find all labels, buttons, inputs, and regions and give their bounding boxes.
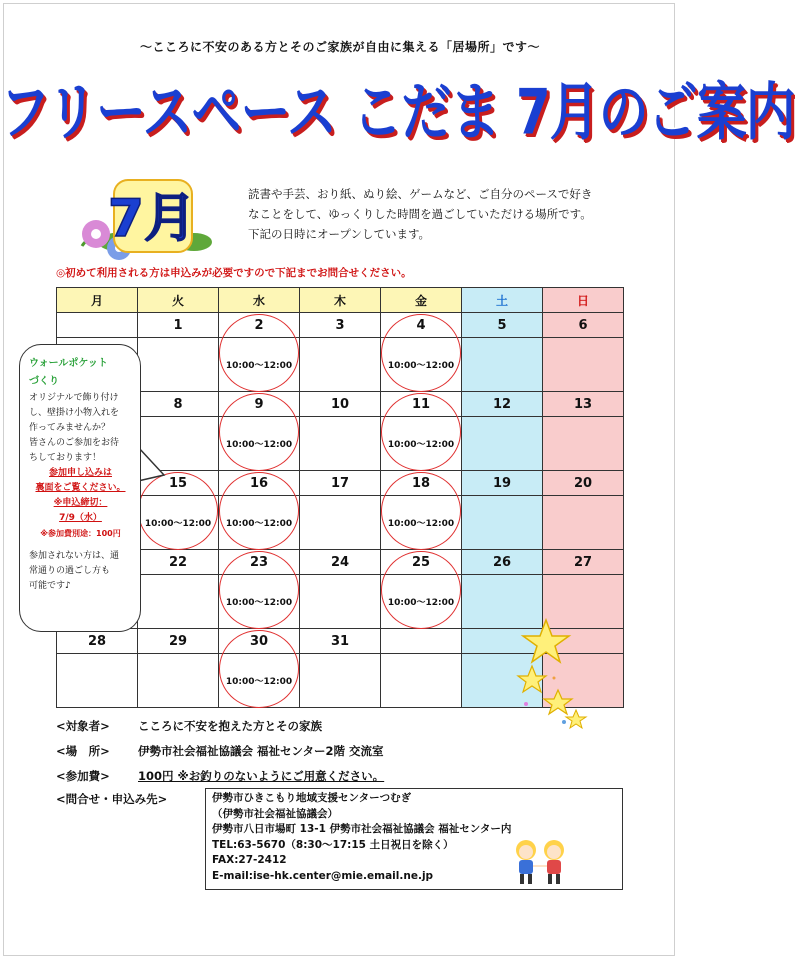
calendar-date: 2 xyxy=(219,313,300,338)
open-time: 10:00～12:00 xyxy=(225,440,293,450)
calendar-date: 20 xyxy=(543,471,624,496)
calendar-weekday-row xyxy=(57,288,624,313)
open-slot xyxy=(381,338,462,392)
open-day-circle xyxy=(219,630,299,708)
calendar-date: 25 xyxy=(381,550,462,575)
calendar-slot xyxy=(462,417,543,471)
bubble-fee: ※参加費別途：100円 xyxy=(40,529,121,538)
calendar-date: 19 xyxy=(462,471,543,496)
open-time: 10:00～12:00 xyxy=(387,440,455,450)
weekday-header: 火 xyxy=(138,288,219,313)
calendar-date: 22 xyxy=(138,550,219,575)
open-slot xyxy=(381,496,462,550)
calendar-slot-row xyxy=(57,496,624,550)
open-day-circle xyxy=(219,551,299,629)
calendar-date-row xyxy=(57,313,624,338)
weekday-header: 土 xyxy=(462,288,543,313)
open-slot xyxy=(219,575,300,629)
contact-box: 伊勢市ひきこもり地域支援センターつむぎ （伊勢市社会福祉協議会） 伊勢市八日市場町 13-1 伊勢市社会福祉協議会 福祉センター内 TEL:63-5670（8:30～17:15 土日祝日を除く） FAX:27-2412 E-mail:ise-hk.center@mie.email.ne.jp xyxy=(205,788,623,890)
open-slot xyxy=(138,496,219,550)
open-slot xyxy=(219,654,300,708)
wall-pocket-workshop-bubble: ウォールポケット づくり オリジナルで飾り付け し、壁掛け小物入れを 作ってみませんか？ 皆さんのご参加をお待 ちしております！ 参加申し込みは 裏面をご覧ください。 ※申込締切： 7/9（水） ※参加費別途：100円 参加されない方は、通 常通りの過ごし方も 可能です♪ xyxy=(19,344,141,632)
calendar-date-row xyxy=(57,392,624,417)
open-day-circle xyxy=(219,393,299,471)
calendar-slot xyxy=(300,654,381,708)
open-day-circle xyxy=(219,472,299,550)
calendar-date-row xyxy=(57,550,624,575)
calendar-slot xyxy=(381,654,462,708)
page-title: フリースペース こだま 7月のご案内 xyxy=(0,75,795,149)
calendar-slot xyxy=(462,338,543,392)
calendar-date: 31 xyxy=(300,629,381,654)
weekday-header: 水 xyxy=(219,288,300,313)
calendar-slot xyxy=(138,575,219,629)
open-slot xyxy=(219,496,300,550)
calendar-date: 16 xyxy=(219,471,300,496)
bubble-title-2: づくり xyxy=(29,376,59,387)
calendar-slot xyxy=(138,654,219,708)
open-day-circle xyxy=(381,551,461,629)
calendar-date: 23 xyxy=(219,550,300,575)
first-time-notice: ◎初めて利用される方は申込みが必要ですので下記までお問合せください。 xyxy=(56,267,412,279)
calendar-date: 27 xyxy=(543,550,624,575)
calendar-date: 24 xyxy=(300,550,381,575)
calendar-date: 15 xyxy=(138,471,219,496)
calendar-date: 12 xyxy=(462,392,543,417)
calendar-slot xyxy=(462,496,543,550)
open-day-circle xyxy=(381,393,461,471)
calendar-date: 30 xyxy=(219,629,300,654)
calendar-slot xyxy=(543,417,624,471)
calendar-date: 11 xyxy=(381,392,462,417)
calendar-date: 26 xyxy=(462,550,543,575)
weekday-header: 月 xyxy=(57,288,138,313)
calendar-slot xyxy=(543,496,624,550)
calendar-date: 5 xyxy=(462,313,543,338)
weekday-header: 金 xyxy=(381,288,462,313)
open-time: 10:00～12:00 xyxy=(225,519,293,529)
morning-glory-month-badge-icon xyxy=(74,176,219,266)
calendar-slot xyxy=(138,338,219,392)
open-day-circle xyxy=(381,472,461,550)
weekday-header: 日 xyxy=(543,288,624,313)
calendar-slot xyxy=(300,575,381,629)
calendar-date: 4 xyxy=(381,313,462,338)
open-slot xyxy=(219,417,300,471)
calendar-date: 17 xyxy=(300,471,381,496)
calendar-date: 6 xyxy=(543,313,624,338)
open-slot xyxy=(381,417,462,471)
open-slot xyxy=(381,575,462,629)
calendar-date: 8 xyxy=(138,392,219,417)
fee-info: <参加費> 100円 ※お釣りのないようにご用意ください。 xyxy=(56,769,385,783)
bubble-title: ウォールポケット xyxy=(29,358,108,369)
calendar-date: 13 xyxy=(543,392,624,417)
contact-label: <問合せ・申込み先> xyxy=(56,792,168,806)
calendar-date: 10 xyxy=(300,392,381,417)
bubble-deadline: ※申込締切： xyxy=(53,498,108,508)
place-info: <場 所> 伊勢市社会福祉協議会 福祉センター2階 交流室 xyxy=(56,744,384,758)
bubble-apply-note: 参加申し込みは xyxy=(48,468,112,478)
calendar-slot xyxy=(300,338,381,392)
open-time: 10:00～12:00 xyxy=(387,361,455,371)
open-time: 10:00～12:00 xyxy=(225,361,293,371)
open-time: 10:00～12:00 xyxy=(144,519,212,529)
calendar-date xyxy=(381,629,462,654)
calendar-date: 3 xyxy=(300,313,381,338)
children-illustration-icon xyxy=(508,838,574,888)
calendar-slot xyxy=(57,654,138,708)
open-time: 10:00～12:00 xyxy=(387,519,455,529)
calendar-slot xyxy=(300,496,381,550)
calendar-slot-row xyxy=(57,338,624,392)
open-time: 10:00～12:00 xyxy=(225,598,293,608)
calendar-date: 29 xyxy=(138,629,219,654)
contact-email: E-mail:ise-hk.center@mie.email.ne.jp xyxy=(212,869,434,882)
calendar-date: 18 xyxy=(381,471,462,496)
open-slot xyxy=(219,338,300,392)
intro-text: 読書や手芸、おり紙、ぬり絵、ゲームなど、ご自分のペースで好き なことをして、ゆっくりした時間を過ごしていただける場所です。 下記の日時にオープンしています。 xyxy=(248,187,593,241)
calendar-date: 28 xyxy=(57,629,138,654)
open-time: 10:00～12:00 xyxy=(225,677,293,687)
open-day-circle xyxy=(381,314,461,392)
open-time: 10:00～12:00 xyxy=(387,598,455,608)
calendar-date xyxy=(57,313,138,338)
calendar-slot xyxy=(300,417,381,471)
calendar-date: 1 xyxy=(138,313,219,338)
target-info: <対象者> こころに不安を抱えた方とその家族 xyxy=(56,719,322,733)
tagline: ～こころに不安のある方とそのご家族が自由に集える「居場所」です～ xyxy=(139,40,540,54)
month-badge-text: 7月 xyxy=(107,189,197,249)
weekday-header: 木 xyxy=(300,288,381,313)
open-day-circle xyxy=(219,314,299,392)
calendar-slot xyxy=(543,338,624,392)
calendar-date: 9 xyxy=(219,392,300,417)
stars-decoration-icon xyxy=(518,618,618,728)
